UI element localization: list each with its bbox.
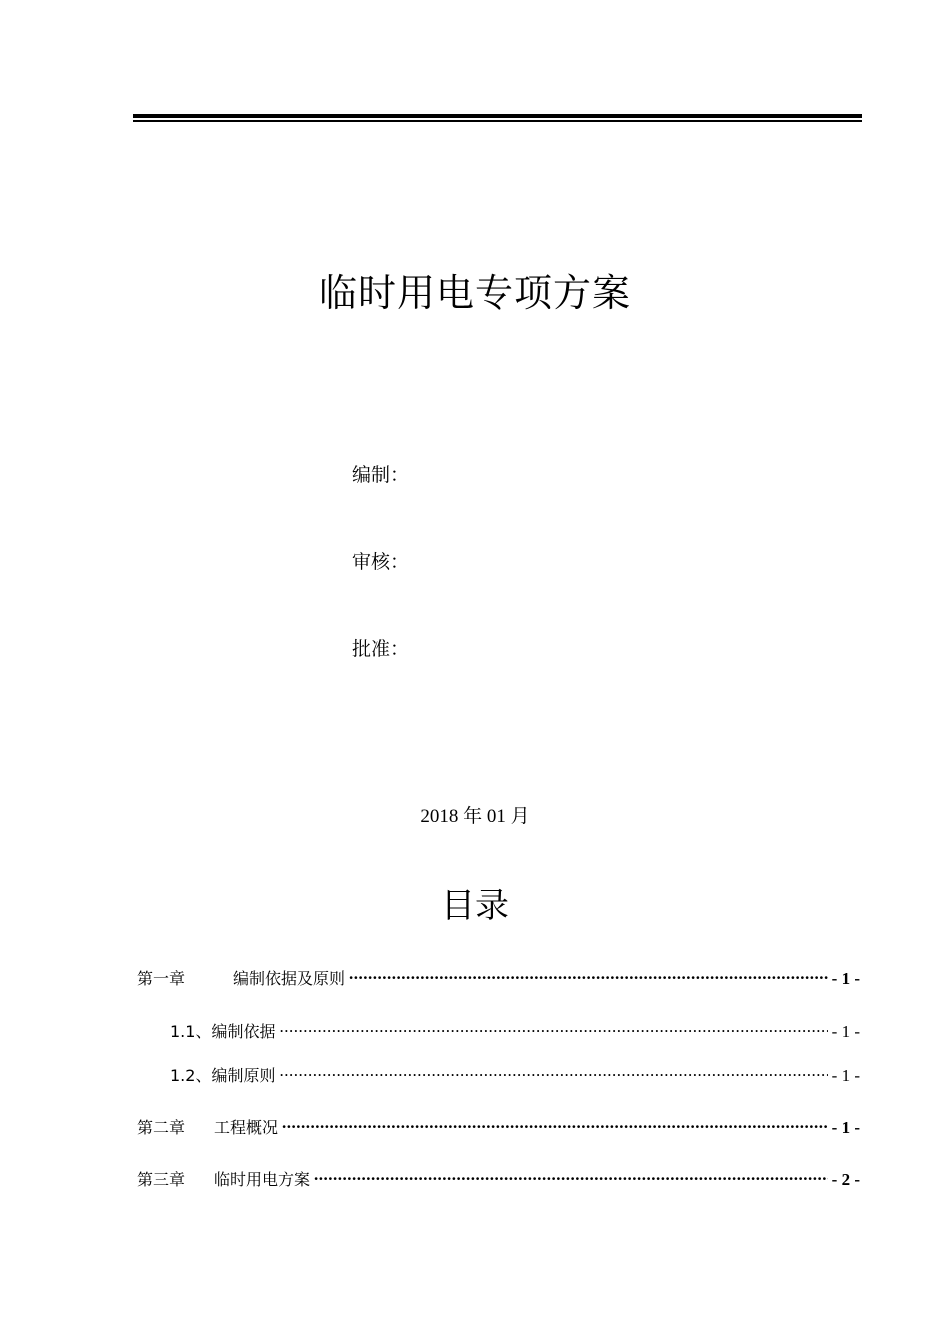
toc-page-number: - 1 - <box>831 1022 860 1041</box>
toc-page-number: - 1 - <box>831 969 860 988</box>
toc-leader-dots <box>314 1168 828 1185</box>
header-rule-thick <box>133 114 862 118</box>
toc-leader-dots <box>349 967 828 984</box>
toc-page-number: - 1 - <box>831 1066 860 1085</box>
toc-entry-chapter-3[interactable] <box>137 1167 860 1190</box>
toc-entry-label: 工程概况 <box>214 1118 279 1137</box>
toc-entry-label: 临时用电方案 <box>214 1170 311 1189</box>
toc-page-number: - 1 - <box>831 1118 860 1137</box>
sign-compile: 编制： <box>352 464 410 486</box>
sign-review: 审核： <box>352 551 410 573</box>
toc-leader-dots <box>279 1064 827 1081</box>
toc-entry-chapter-2[interactable] <box>137 1115 860 1138</box>
toc-leader-dots <box>282 1116 828 1133</box>
document-date: 2018 年 01 月 <box>420 806 530 827</box>
toc-chapter-label: 第三章 <box>137 1170 186 1189</box>
toc-entry-chapter-1[interactable] <box>137 966 860 989</box>
document-title: 临时用电专项方案 <box>318 271 631 315</box>
toc-heading: 目录 <box>441 886 509 926</box>
sign-approve: 批准： <box>352 638 410 660</box>
header-rule-thin <box>133 120 862 122</box>
toc-chapter-label: 第一章 <box>137 969 186 988</box>
toc-page-number: - 2 - <box>831 1170 860 1189</box>
toc-leader-dots <box>279 1020 827 1037</box>
toc-entry-1-1[interactable] <box>170 1019 860 1042</box>
toc-chapter-label: 第二章 <box>137 1118 186 1137</box>
toc-entry-label: 1.1、编制依据 <box>170 1022 276 1041</box>
toc-entry-1-2[interactable] <box>170 1063 860 1086</box>
toc-entry-label: 编制依据及原则 <box>233 969 346 988</box>
toc-entry-label: 1.2、编制原则 <box>170 1066 276 1085</box>
